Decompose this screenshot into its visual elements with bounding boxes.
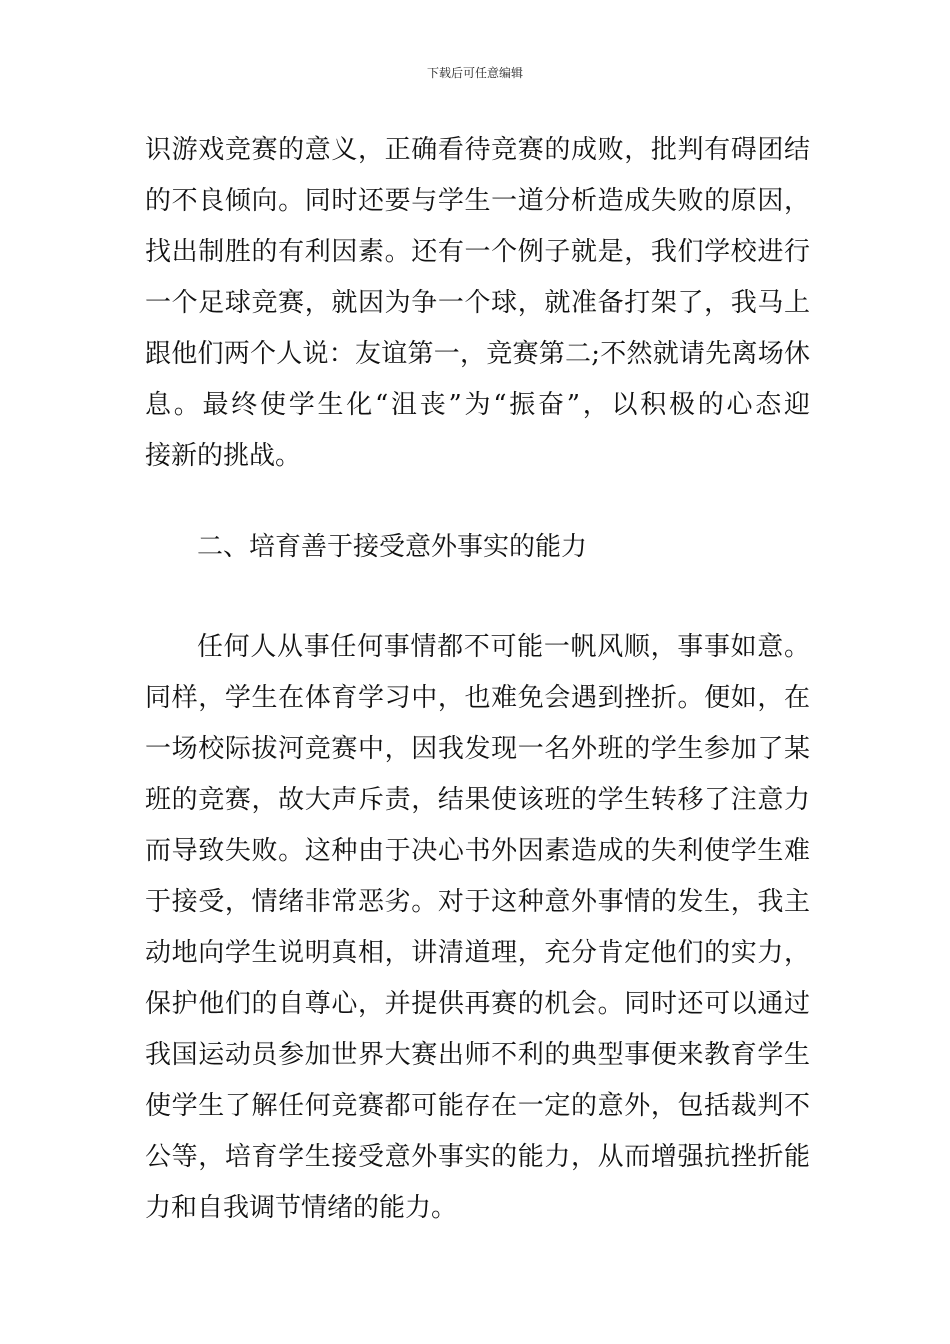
paragraph-2-line-10: 使学生了解任何竞赛都可能存在一定的意外，包括裁判不 [145,1091,810,1121]
paragraph-2-line-2: 同样，学生在体育学习中，也难免会遇到挫折。便如，在 [145,683,810,713]
paragraph-1-line-7: 接新的挑战。 [145,441,302,471]
paragraph-2-line-4: 班的竞赛，故大声斥责，结果使该班的学生转移了注意力 [145,785,810,815]
paragraph-2-line-5: 而导致失败。这种由于决心书外因素造成的失利使学生难 [145,836,810,866]
paragraph-2-line-11: 公等，培育学生接受意外事实的能力，从而增强抗挫折能 [145,1142,810,1172]
paragraph-1-line-5: 跟他们两个人说：友谊第一，竞赛第二;不然就请先离场休 [145,339,810,369]
paragraph-1-line-2: 的不良倾向。同时还要与学生一道分析造成失败的原因， [145,186,810,216]
paragraph-2-line-7: 动地向学生说明真相，讲清道理，充分肯定他们的实力， [145,938,810,968]
paragraph-2-line-9: 我国运动员参加世界大赛出师不利的典型事便来教育学生 [145,1040,810,1070]
paragraph-1-line-4: 一个足球竞赛，就因为争一个球，就准备打架了，我马上 [145,288,810,318]
paragraph-2-line-8: 保护他们的自尊心，并提供再赛的机会。同时还可以通过 [145,989,810,1019]
section-heading: 二、培育善于接受意外事实的能力 [197,532,588,562]
page-header: 下载后可任意编辑 [426,66,523,80]
paragraph-1-line-1: 识游戏竞赛的意义，正确看待竞赛的成败，批判有碍团结 [145,135,810,165]
paragraph-1-line-6: 息。最终使学生化“沮丧”为“振奋”，以积极的心态迎 [145,390,810,420]
paragraph-2-line-1: 任何人从事任何事情都不可能一帆风顺，事事如意。 [197,632,810,662]
paragraph-2-line-3: 一场校际拔河竞赛中，因我发现一名外班的学生参加了某 [145,734,810,764]
paragraph-2-line-12: 力和自我调节情绪的能力。 [145,1193,458,1223]
paragraph-1-line-3: 找出制胜的有利因素。还有一个例子就是，我们学校进行 [145,237,810,267]
paragraph-2-line-6: 于接受，情绪非常恶劣。对于这种意外事情的发生，我主 [145,887,810,917]
